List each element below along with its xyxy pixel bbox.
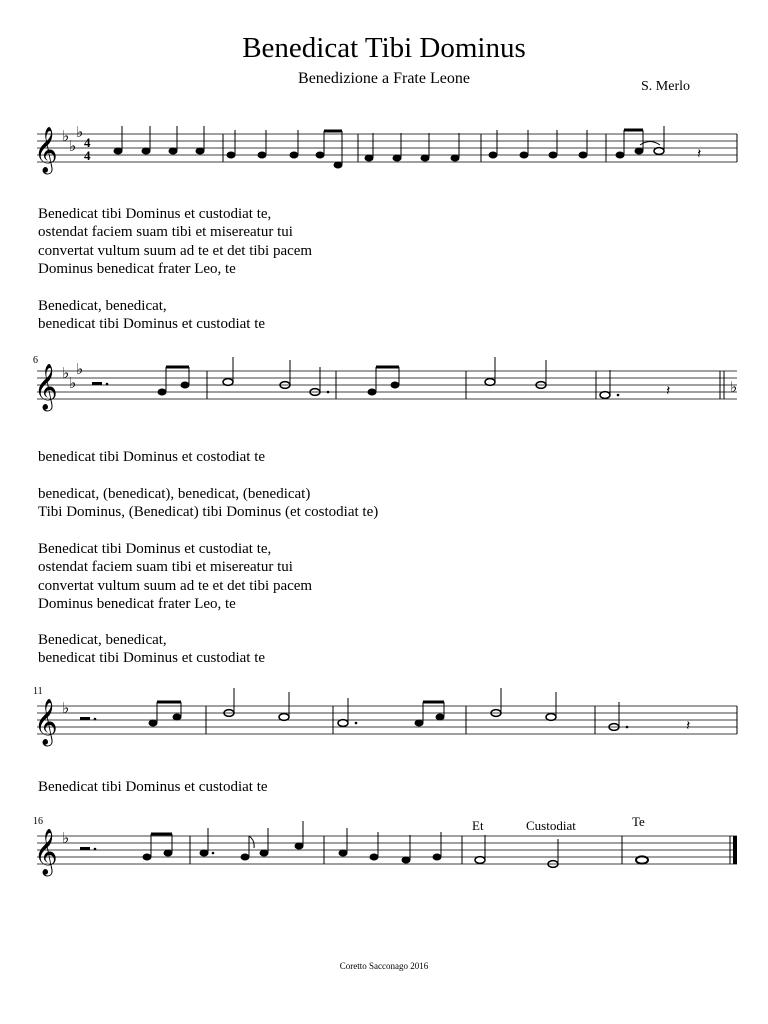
svg-text:♭: ♭ bbox=[730, 378, 738, 396]
svg-text:𝄽: 𝄽 bbox=[666, 383, 671, 399]
svg-text:𝄽: 𝄽 bbox=[697, 146, 702, 162]
page-title: Benedicat Tibi Dominus bbox=[242, 32, 526, 64]
lyrics-block-5: Benedicat tibi Dominus et custodiat te, ostendat faciem suam tibi et misereatur tui convertat vultum suum ad te et det tibi pacem Dominus benedicat frater Leo, te bbox=[38, 541, 313, 612]
word-te: Te bbox=[632, 814, 645, 829]
lyrics-block-7: Benedicat tibi Dominus et custodiat te bbox=[38, 779, 268, 795]
svg-text:♭: ♭ bbox=[76, 360, 84, 378]
lyrics-block-3: benedicat tibi Dominus et costodiat te bbox=[38, 449, 266, 465]
word-custodiat: Custodiat bbox=[526, 818, 576, 833]
svg-text:♭: ♭ bbox=[62, 829, 70, 847]
lyrics-block-4: benedicat, (benedicat), benedicat, (benedicat) Tibi Dominus, (Benedicat) tibi Dominus (et costodiat te) bbox=[38, 486, 379, 521]
lyrics-block-2: Benedicat, benedicat, benedicat tibi Dominus et custodiat te bbox=[38, 298, 266, 333]
footer-credit: Coretto Sacconago 2016 bbox=[339, 961, 429, 971]
svg-text:♭: ♭ bbox=[62, 364, 70, 382]
measure-number: 6 bbox=[33, 355, 38, 366]
treble-clef-icon: 𝄞 bbox=[34, 829, 58, 875]
composer-name: S. Merlo bbox=[641, 79, 690, 94]
time-sig-top: 4 bbox=[84, 135, 91, 150]
page-subtitle: Benedizione a Frate Leone bbox=[298, 70, 470, 87]
measure-number: 11 bbox=[33, 686, 43, 697]
lyrics-block-6: Benedicat, benedicat, benedicat tibi Dominus et custodiat te bbox=[38, 632, 266, 667]
svg-text:♭: ♭ bbox=[69, 137, 77, 155]
svg-text:♭: ♭ bbox=[76, 123, 84, 141]
treble-clef-icon: 𝄞 bbox=[34, 127, 58, 173]
svg-text:♭: ♭ bbox=[62, 699, 70, 717]
lyrics-block-1: Benedicat tibi Dominus et custodiat te, ostendat faciem suam tibi et misereatur tui convertat vultum suum ad te et det tibi pacem Dominus benedicat frater Leo, te bbox=[38, 206, 313, 277]
svg-text:𝄽: 𝄽 bbox=[686, 718, 691, 734]
svg-text:♭: ♭ bbox=[62, 127, 70, 145]
svg-text:♭: ♭ bbox=[69, 374, 77, 392]
word-et: Et bbox=[472, 818, 484, 833]
treble-clef-icon: 𝄞 bbox=[34, 699, 58, 745]
time-sig-bottom: 4 bbox=[84, 148, 91, 163]
measure-number: 16 bbox=[33, 816, 43, 827]
treble-clef-icon: 𝄞 bbox=[34, 364, 58, 410]
